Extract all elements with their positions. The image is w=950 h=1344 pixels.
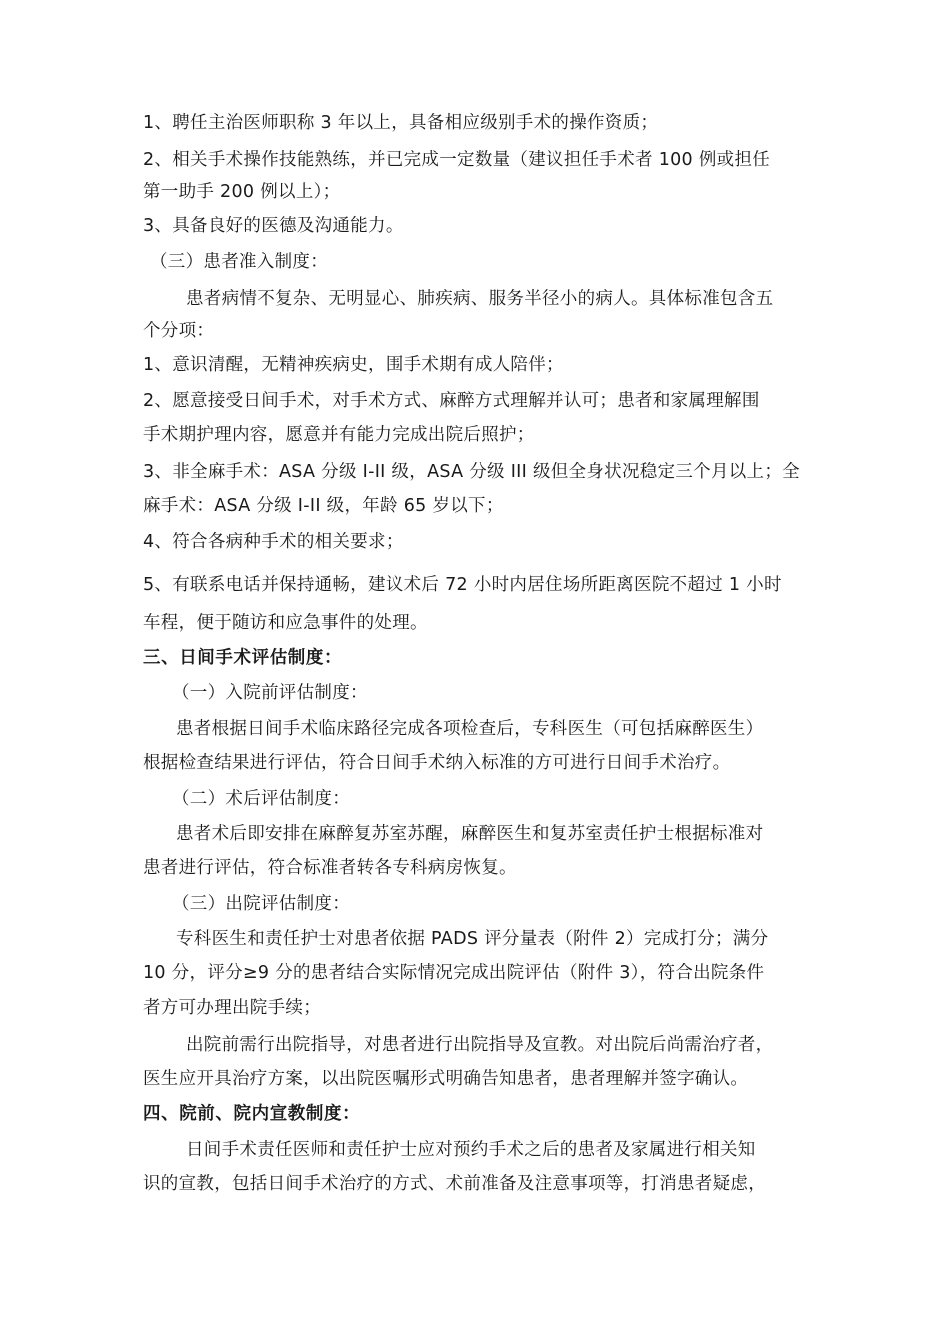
text-line: 患者术后即安排在麻醉复苏室苏醒，麻醉医生和复苏室责任护士根据标准对 (176, 824, 764, 844)
section-heading-education: 四、院前、院内宣教制度： (143, 1104, 361, 1124)
text-line: 专科医生和责任护士对患者依据 PADS 评分量表（附件 2）完成打分；满分 (176, 929, 769, 949)
text-line: 患者进行评估，符合标准者转各专科病房恢复。 (143, 858, 517, 878)
text-line: 患者根据日间手术临床路径完成各项检查后，专科医生（可包括麻醉医生） (176, 719, 764, 739)
text-line: 3、具备良好的医德及沟通能力。 (143, 216, 404, 236)
text-line: 麻手术：ASA 分级 I-II 级，年龄 65 岁以下； (143, 496, 504, 516)
text-line: 车程，便于随访和应急事件的处理。 (143, 613, 428, 633)
text-line: 5、有联系电话并保持通畅，建议术后 72 小时内居住场所距离医院不超过 1 小时 (143, 575, 782, 595)
text-line: 根据检查结果进行评估，符合日间手术纳入标准的方可进行日间手术治疗。 (143, 753, 731, 773)
subsection-heading: （二）术后评估制度： (172, 789, 350, 809)
subsection-heading: （一）入院前评估制度： (172, 683, 368, 703)
text-line: 患者病情不复杂、无明显心、肺疾病、服务半径小的病人。具体标准包含五 (186, 289, 774, 309)
subsection-heading: （三）出院评估制度： (172, 894, 350, 914)
text-line: 1、意识清醒，无精神疾病史，围手术期有成人陪伴； (143, 355, 564, 375)
section-heading-evaluation: 三、日间手术评估制度： (143, 648, 343, 668)
text-line: 日间手术责任医师和责任护士应对预约手术之后的患者及家属进行相关知 (186, 1140, 756, 1160)
text-line: 2、愿意接受日间手术，对手术方式、麻醉方式理解并认可；患者和家属理解围 (143, 391, 760, 411)
text-line: 个分项： (143, 321, 215, 341)
text-line: 者方可办理出院手续； (143, 998, 321, 1018)
text-line: 3、非全麻手术：ASA 分级 I-II 级，ASA 分级 III 级但全身状况稳定三个月以上；全 (143, 462, 800, 482)
text-line: 出院前需行出院指导，对患者进行出院指导及宣教。对出院后尚需治疗者， (186, 1035, 774, 1055)
text-line: 4、符合各病种手术的相关要求； (143, 532, 404, 552)
text-line: 2、相关手术操作技能熟练，并已完成一定数量（建议担任手术者 100 例或担任 (143, 150, 771, 170)
text-line: 第一助手 200 例以上）； (143, 182, 341, 202)
text-line: 识的宣教，包括日间手术治疗的方式、术前准备及注意事项等，打消患者疑虑， (143, 1174, 766, 1194)
subsection-heading: （三）患者准入制度： (150, 252, 328, 272)
text-line: 1、聘任主治医师职称 3 年以上，具备相应级别手术的操作资质； (143, 113, 659, 133)
text-line: 医生应开具治疗方案，以出院医嘱形式明确告知患者，患者理解并签字确认。 (143, 1069, 749, 1089)
text-line: 手术期护理内容，愿意并有能力完成出院后照护； (143, 425, 535, 445)
text-line: 10 分，评分≥9 分的患者结合实际情况完成出院评估（附件 3），符合出院条件 (143, 963, 765, 983)
